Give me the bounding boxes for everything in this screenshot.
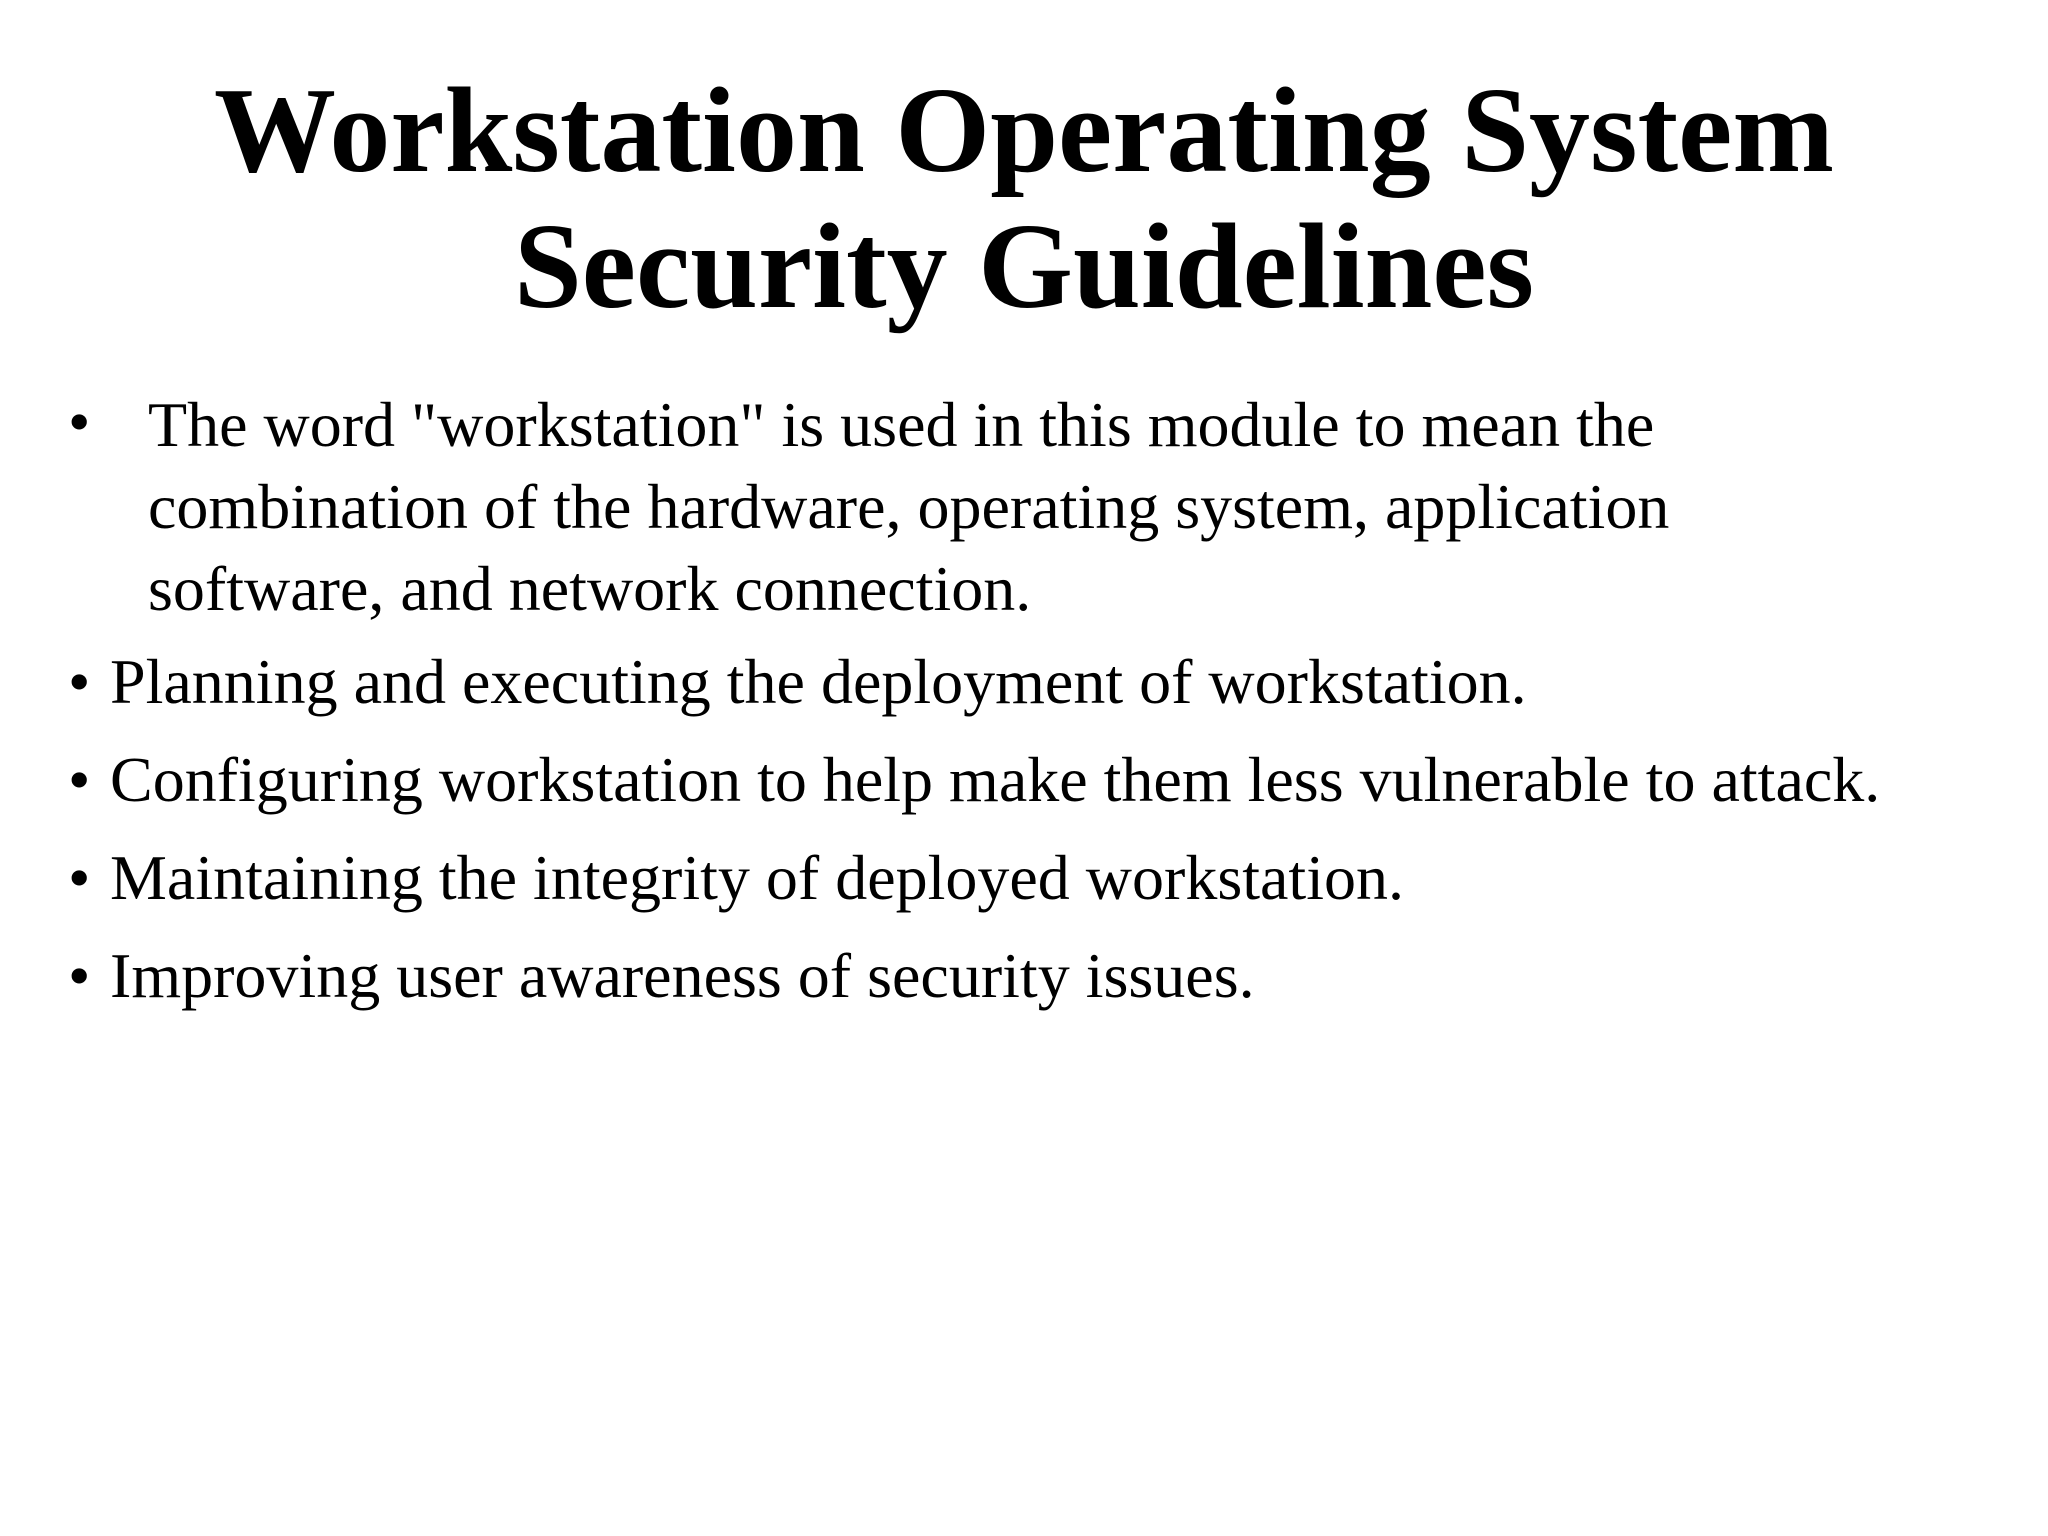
bullet-item-1-line-2: combination of the hardware, operating system, application: [148, 471, 1670, 542]
bullet-icon: •: [68, 386, 91, 457]
bullet-item-1-line-3: software, and network connection.: [148, 553, 1032, 624]
bullet-icon: •: [68, 744, 91, 815]
bullet-item-1-line-1: The word "workstation" is used in this module to mean the: [148, 389, 1655, 460]
bullet-item-2: Planning and executing the deployment of workstation.: [110, 646, 1527, 717]
bullet-icon: •: [68, 842, 91, 913]
slide-title-line-1: Workstation Operating System: [214, 63, 1834, 198]
bullet-item-4: Maintaining the integrity of deployed workstation.: [110, 842, 1404, 913]
bullet-icon: •: [68, 646, 91, 717]
bullet-icon: •: [68, 940, 91, 1011]
bullet-item-5: Improving user awareness of security issues.: [110, 940, 1255, 1011]
bullet-item-1: [148, 384, 2008, 630]
bullet-item-3: Configuring workstation to help make them less vulnerable to attack.: [110, 744, 1881, 815]
slide-title-line-2: Security Guidelines: [513, 199, 1535, 334]
